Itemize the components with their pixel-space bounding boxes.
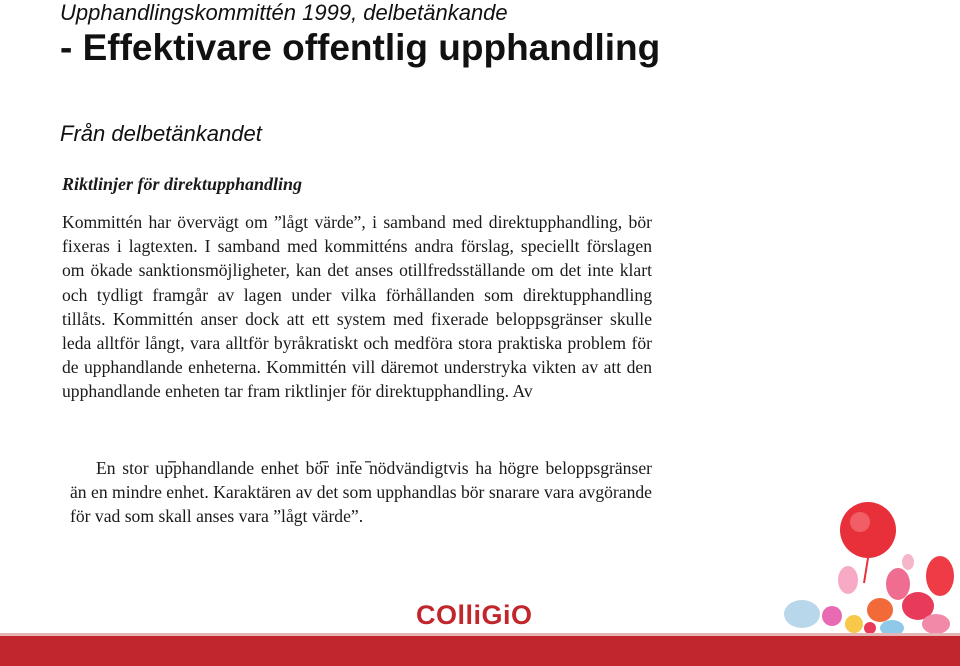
excerpt-heading: Riktlinjer för direktupphandling	[62, 174, 303, 194]
scanned-excerpt-second	[70, 456, 652, 529]
excerpt-paragraph-second: En stor upphandlande enhet bör inte nödvändigtvis ha högre beloppsgränser än en mindre enhet. Karaktären av det som upphandlas bör snarare vara avgörande för vad som skall anses vara ”lågt värde”.	[70, 458, 652, 527]
scanned-excerpt	[62, 172, 652, 404]
slide-title-main: - Effektivare offentlig upphandling	[60, 27, 661, 68]
excerpt-paragraph: Kommittén har övervägt om ”lågt värde”, i samband med direktupphandling, bör fixeras i lagtexten. I samband med kommitténs andra förslag, speciellt förslagen om ökade sanktionsmöjligheter, kan det anses otillfredsställande om det inte klart och tydligt framgår av lagen under vilka förhållanden som direktupphandling tillåts. Kommittén anser dock att ett system med fixerade beloppsgränser skulle leda alltför långt, vara alltför byråkratiskt och medföra stora praktiska problem för de upphandlande enheterna. Kommittén vill däremot understryka vikten av att den upphandlande enheten tar fram riktlinjer för direktupphandling. Av	[62, 212, 652, 402]
footer-bar	[0, 636, 960, 666]
colligio-logo: COlliGiO	[416, 600, 533, 630]
balloon-decoration-icon	[740, 488, 960, 636]
section-subheading: Från delbetänkandet	[60, 121, 262, 146]
slide-header	[60, 0, 940, 70]
slide-title-top: Upphandlingskommittén 1999, delbetänkande	[60, 0, 508, 25]
